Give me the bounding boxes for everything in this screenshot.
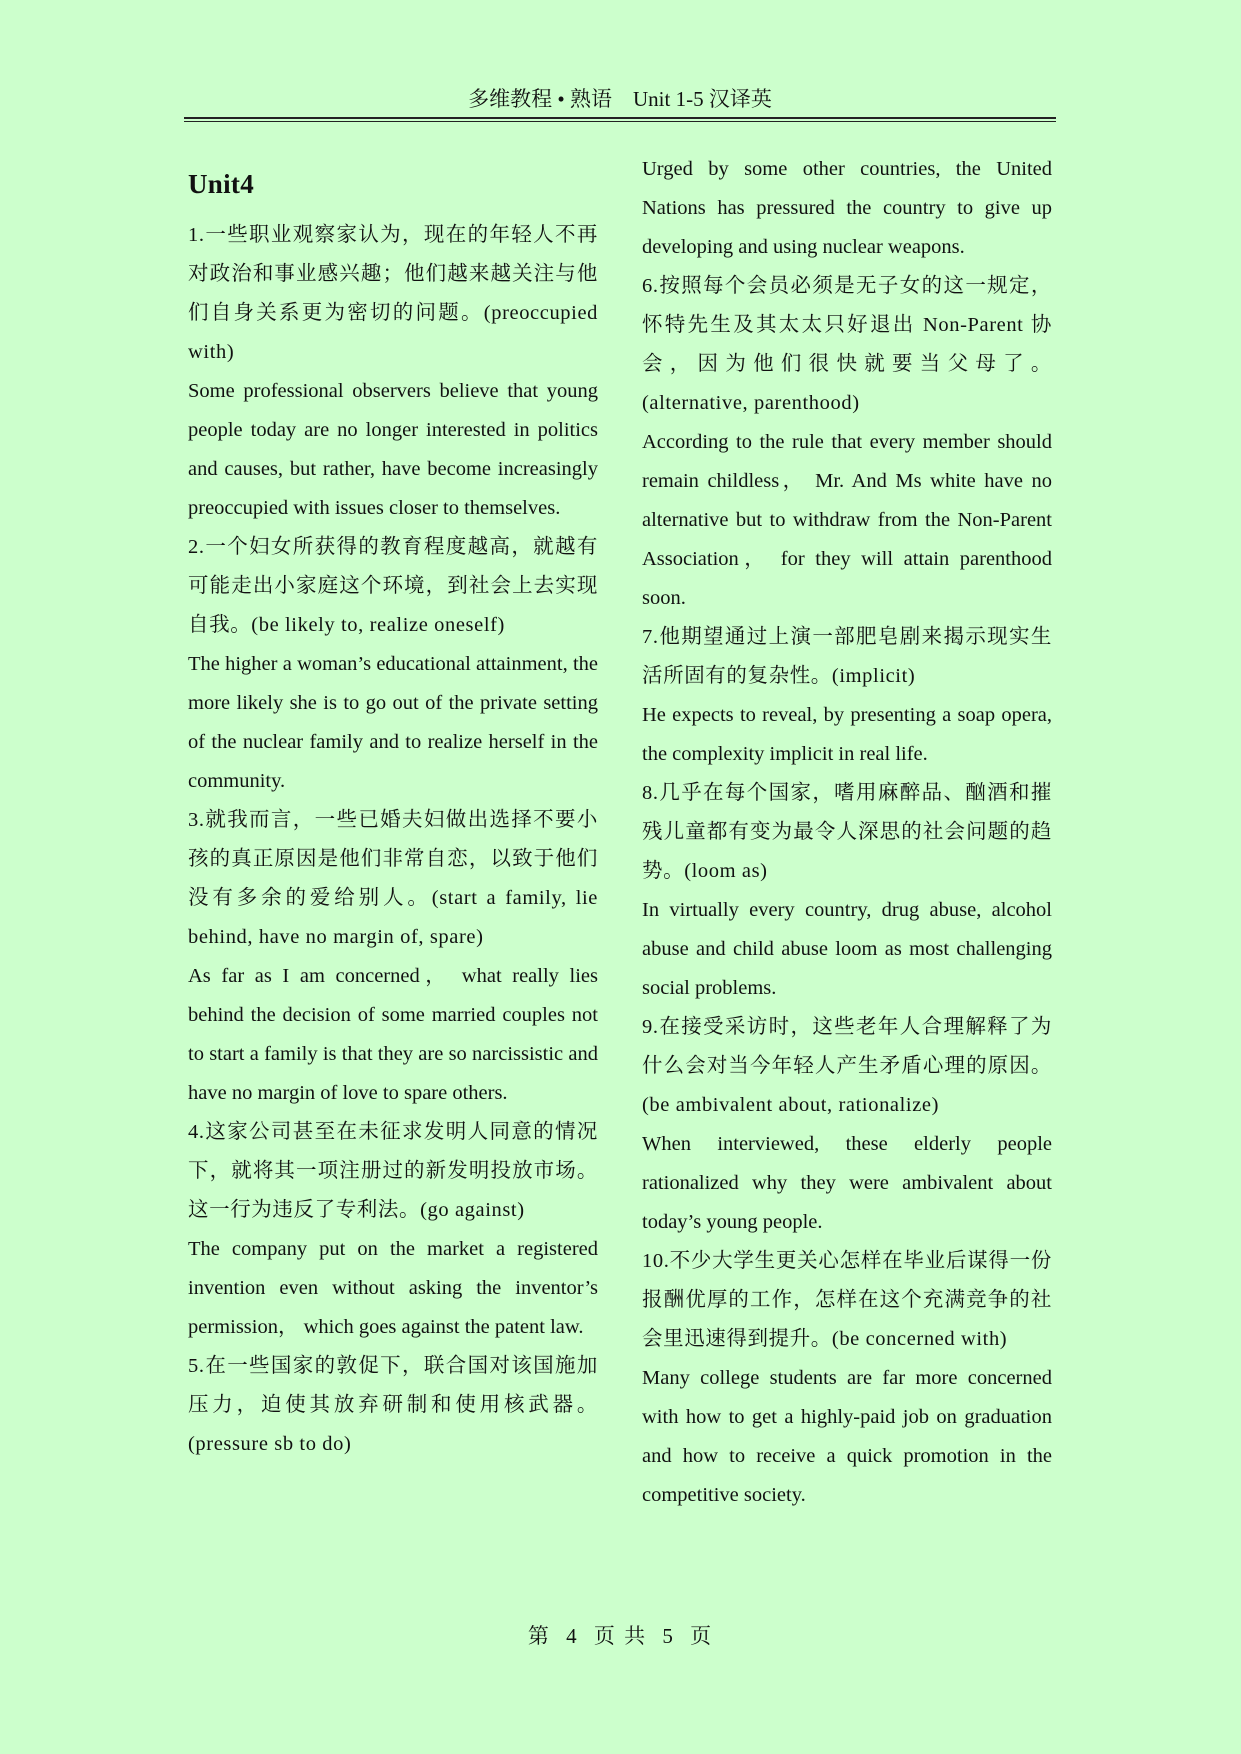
exercise-chinese: 3.就我而言，一些已婚夫妇做出选择不要小孩的真正原因是他们非常自恋，以致于他们没有多余的爱给别人。(start a family, lie behind, have no margin of, spare): [188, 809, 598, 948]
exercise-chinese: 9.在接受采访时，这些老年人合理解释了为什么会对当今年轻人产生矛盾心理的原因。(be ambivalent about, rationalize): [642, 1016, 1052, 1116]
unit-title: Unit4: [188, 169, 255, 199]
exercise-english: When interviewed, these elderly people rationalized why they were ambivalent about today’s young people.: [642, 1133, 1052, 1233]
exercise-chinese: 2.一个妇女所获得的教育程度越高，就越有可能走出小家庭这个环境，到社会上去实现自我。(be likely to, realize oneself): [188, 536, 598, 636]
header-subtitle: Unit 1-5 汉译英: [633, 87, 772, 111]
header-title: 多维教程 • 熟语: [468, 87, 613, 111]
page-number-total: 5: [662, 1624, 675, 1648]
exercise-english: According to the rule that every member should remain childless， Mr. And Ms white have no alternative but to withdraw from the Non-Parent Association， for they will attain parenthood soon.: [642, 431, 1052, 609]
exercise-chinese: 7.他期望通过上演一部肥皂剧来揭示现实生活所固有的复杂性。(implicit): [642, 626, 1052, 687]
footer-label-mid: 页 共: [593, 1624, 648, 1648]
exercise-english: The higher a woman’s educational attainment, the more likely she is to go out of the private setting of the nuclear family and to realize herself in the community.: [188, 653, 598, 792]
footer-label-before: 第: [527, 1624, 551, 1648]
left-column: [188, 164, 598, 1464]
exercise-chinese: 5.在一些国家的敦促下，联合国对该国施加压力，迫使其放弃研制和使用核武器。(pressure sb to do): [188, 1355, 598, 1455]
exercise-chinese: 8.几乎在每个国家，嗜用麻醉品、酗酒和摧残儿童都有变为最令人深思的社会问题的趋势。(loom as): [642, 782, 1052, 882]
exercise-english: Some professional observers believe that young people today are no longer interested in politics and causes, but rather, have become increasingly preoccupied with issues closer to themselves.: [188, 380, 598, 519]
footer-label-after: 页: [690, 1624, 714, 1648]
header-divider-thick: [184, 117, 1056, 119]
page-header: [184, 84, 1056, 114]
exercise-chinese: 1.一些职业观察家认为，现在的年轻人不再对政治和事业感兴趣；他们越来越关注与他们自身关系更为密切的问题。(preoccupied with): [188, 224, 598, 363]
exercise-english: He expects to reveal, by presenting a soap opera, the complexity implicit in real life.: [642, 704, 1052, 765]
header-divider-thin: [184, 121, 1056, 122]
page-number-current: 4: [566, 1624, 579, 1648]
exercise-chinese: 6.按照每个会员必须是无子女的这一规定，怀特先生及其太太只好退出 Non-Parent 协会，因为他们很快就要当父母了。(alternative, parenthood): [642, 275, 1052, 414]
exercise-english: In virtually every country, drug abuse, alcohol abuse and child abuse loom as most challenging social problems.: [642, 899, 1052, 999]
page-footer: [0, 1620, 1241, 1650]
exercise-english: The company put on the market a registered invention even without asking the inventor’s permission， which goes against the patent law.: [188, 1238, 598, 1338]
exercise-english: As far as I am concerned， what really lies behind the decision of some married couples not to start a family is that they are so narcissistic and have no margin of love to spare others.: [188, 965, 598, 1104]
exercise-chinese: 4.这家公司甚至在未征求发明人同意的情况下，就将其一项注册过的新发明投放市场。这一行为违反了专利法。(go against): [188, 1121, 598, 1221]
exercise-english: Urged by some other countries, the United Nations has pressured the country to give up developing and using nuclear weapons.: [642, 158, 1052, 258]
exercise-english: Many college students are far more concerned with how to get a highly-paid job on graduation and how to receive a quick promotion in the competitive society.: [642, 1367, 1052, 1506]
exercise-chinese: 10.不少大学生更关心怎样在毕业后谋得一份报酬优厚的工作，怎样在这个充满竞争的社会里迅速得到提升。(be concerned with): [642, 1250, 1052, 1350]
right-column: [642, 150, 1052, 1515]
